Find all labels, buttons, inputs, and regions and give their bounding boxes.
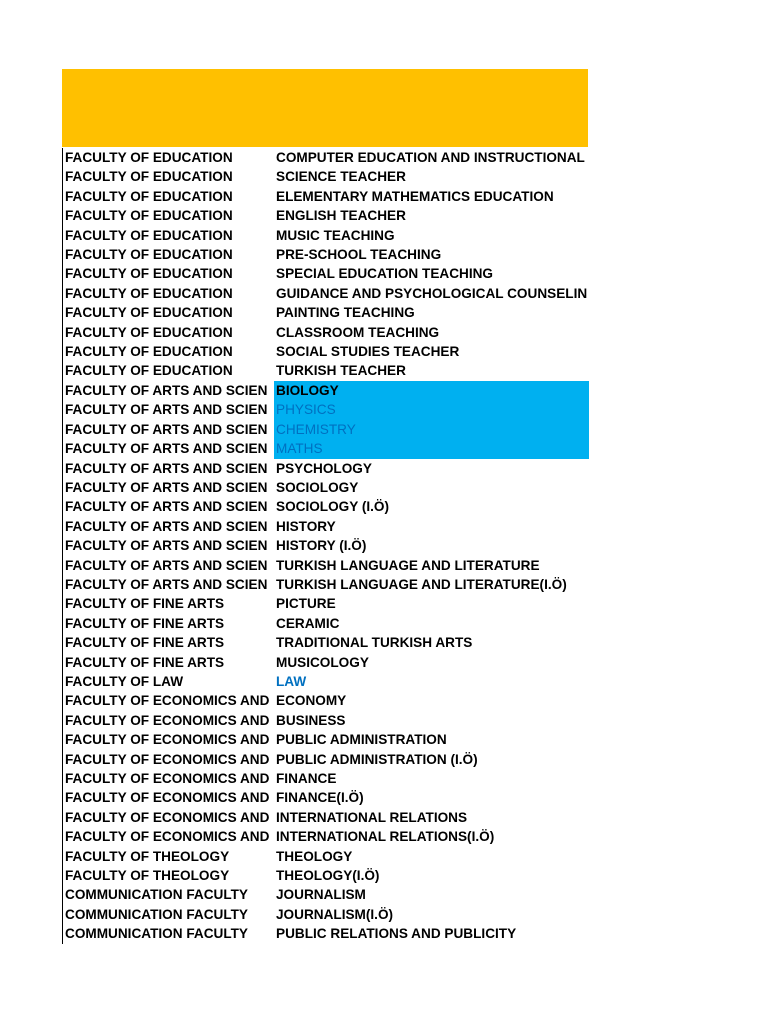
department-cell: JOURNALISM(I.Ö) <box>276 906 394 922</box>
department-cell: FINANCE <box>276 771 337 786</box>
table-row <box>63 187 589 206</box>
table-row <box>63 866 589 885</box>
faculty-cell: FACULTY OF EDUCATION <box>65 227 233 243</box>
department-cell: LAW <box>276 673 307 689</box>
table-row <box>63 672 589 691</box>
table-row <box>63 924 589 943</box>
department-cell: INTERNATIONAL RELATIONS <box>276 809 468 825</box>
faculty-cell: FACULTY OF FINE ARTS <box>65 615 225 631</box>
table-row <box>63 711 589 730</box>
faculty-department-table <box>62 148 589 944</box>
faculty-cell: FACULTY OF ECONOMICS AND <box>65 732 270 748</box>
table-row <box>63 808 589 827</box>
department-cell: TRADITIONAL TURKISH ARTS <box>276 635 473 651</box>
table-row <box>63 381 589 400</box>
faculty-cell: FACULTY OF EDUCATION <box>65 169 233 185</box>
table-row <box>63 342 589 361</box>
department-cell: THEOLOGY <box>276 848 353 864</box>
table-row <box>63 361 589 380</box>
table-row <box>63 536 589 555</box>
faculty-cell: FACULTY OF FINE ARTS <box>65 654 225 670</box>
faculty-cell: COMMUNICATION FACULTY <box>65 906 248 922</box>
table-row <box>63 769 589 788</box>
table-row <box>63 478 589 497</box>
faculty-cell: FACULTY OF FINE ARTS <box>65 635 225 651</box>
faculty-cell: FACULTY OF EDUCATION <box>65 150 233 165</box>
department-cell: BUSINESS <box>276 712 346 728</box>
faculty-cell: FACULTY OF THEOLOGY <box>65 848 230 864</box>
department-cell: MUSICOLOGY <box>276 654 369 670</box>
table-row <box>63 245 589 264</box>
table-row <box>63 575 589 594</box>
department-cell: PUBLIC RELATIONS AND PUBLICITY <box>276 926 517 942</box>
table-row <box>63 827 589 846</box>
department-cell: SOCIAL STUDIES TEACHER <box>276 344 460 360</box>
department-cell: HISTORY <box>276 518 336 534</box>
table-row <box>63 497 589 516</box>
faculty-cell: FACULTY OF EDUCATION <box>65 344 233 360</box>
department-cell: THEOLOGY(I.Ö) <box>276 868 380 884</box>
table-row <box>63 788 589 807</box>
table-row <box>63 167 589 186</box>
faculty-cell: FACULTY OF ARTS AND SCIEN <box>65 518 268 534</box>
department-cell: ECONOMY <box>276 693 347 709</box>
faculty-cell: FACULTY OF EDUCATION <box>65 247 233 263</box>
faculty-cell: FACULTY OF ECONOMICS AND <box>65 829 270 845</box>
table-row <box>63 400 589 419</box>
table-row <box>63 847 589 866</box>
faculty-cell: FACULTY OF ARTS AND SCIEN <box>65 402 268 418</box>
table-row <box>63 885 589 904</box>
department-cell: COMPUTER EDUCATION AND INSTRUCTIONAL <box>276 150 585 165</box>
department-cell: GUIDANCE AND PSYCHOLOGICAL COUNSELIN <box>276 285 588 301</box>
department-cell: MUSIC TEACHING <box>276 227 395 243</box>
table-row <box>63 264 589 283</box>
department-cell: SOCIOLOGY (I.Ö) <box>276 499 390 515</box>
department-cell: CERAMIC <box>276 615 340 631</box>
department-cell: TURKISH TEACHER <box>276 363 406 379</box>
department-cell: MATHS <box>274 439 589 458</box>
department-cell: CLASSROOM TEACHING <box>276 324 440 340</box>
table-row <box>63 633 589 652</box>
table-row <box>63 614 589 633</box>
department-cell: INTERNATIONAL RELATIONS(I.Ö) <box>276 829 495 845</box>
department-cell: PSYCHOLOGY <box>276 460 372 476</box>
faculty-cell: FACULTY OF ECONOMICS AND <box>65 693 270 709</box>
faculty-cell: FACULTY OF ARTS AND SCIEN <box>65 557 268 573</box>
faculty-cell: FACULTY OF THEOLOGY <box>65 868 230 884</box>
faculty-cell: FACULTY OF ECONOMICS AND <box>65 790 270 806</box>
table-row <box>63 691 589 710</box>
table-row <box>63 303 589 322</box>
faculty-cell: FACULTY OF FINE ARTS <box>65 596 225 612</box>
faculty-cell: FACULTY OF EDUCATION <box>65 324 233 340</box>
department-cell: PUBLIC ADMINISTRATION <box>276 732 447 748</box>
department-cell: SCIENCE TEACHER <box>276 169 406 185</box>
table-row <box>63 459 589 478</box>
table-row <box>63 730 589 749</box>
department-cell: PHYSICS <box>274 400 589 419</box>
department-cell: SPECIAL EDUCATION TEACHING <box>276 266 494 282</box>
department-cell: JOURNALISM <box>276 887 366 903</box>
table-row <box>63 148 589 167</box>
table-row <box>63 226 589 245</box>
table-row <box>63 284 589 303</box>
faculty-cell: FACULTY OF EDUCATION <box>65 266 233 282</box>
table-row <box>63 594 589 613</box>
faculty-cell: FACULTY OF EDUCATION <box>65 285 233 301</box>
faculty-cell: FACULTY OF ARTS AND SCIEN <box>65 421 268 437</box>
faculty-cell: FACULTY OF ARTS AND SCIEN <box>65 576 268 592</box>
department-cell: ELEMENTARY MATHEMATICS EDUCATION <box>276 188 554 204</box>
faculty-cell: COMMUNICATION FACULTY <box>65 887 248 903</box>
table-row <box>63 420 589 439</box>
department-cell: PRE-SCHOOL TEACHING <box>276 247 442 263</box>
faculty-cell: FACULTY OF ARTS AND SCIEN <box>65 460 268 476</box>
table-row <box>63 556 589 575</box>
faculty-cell: FACULTY OF EDUCATION <box>65 208 233 224</box>
faculty-cell: FACULTY OF ARTS AND SCIEN <box>65 538 268 554</box>
faculty-cell: FACULTY OF LAW <box>65 673 184 689</box>
table-row <box>63 439 589 458</box>
department-cell: PICTURE <box>276 596 336 612</box>
table-row <box>63 653 589 672</box>
table-row <box>63 517 589 536</box>
faculty-cell: FACULTY OF EDUCATION <box>65 363 233 379</box>
faculty-cell: FACULTY OF ECONOMICS AND <box>65 712 270 728</box>
department-cell: BIOLOGY <box>274 381 589 400</box>
table-row <box>63 750 589 769</box>
header-band <box>62 69 588 147</box>
department-cell: TURKISH LANGUAGE AND LITERATURE(I.Ö) <box>276 576 567 592</box>
faculty-cell: FACULTY OF ARTS AND SCIEN <box>65 441 268 457</box>
faculty-cell: FACULTY OF EDUCATION <box>65 305 233 321</box>
faculty-cell: FACULTY OF ECONOMICS AND <box>65 771 270 786</box>
table-row <box>63 905 589 924</box>
department-cell: CHEMISTRY <box>274 420 589 439</box>
faculty-cell: FACULTY OF ECONOMICS AND <box>65 809 270 825</box>
table-row <box>63 206 589 225</box>
department-cell: ENGLISH TEACHER <box>276 208 406 224</box>
department-cell: SOCIOLOGY <box>276 479 359 495</box>
department-cell: FINANCE(I.Ö) <box>276 790 364 806</box>
faculty-cell: FACULTY OF ARTS AND SCIEN <box>65 382 268 398</box>
faculty-cell: FACULTY OF ARTS AND SCIEN <box>65 479 268 495</box>
faculty-cell: FACULTY OF ECONOMICS AND <box>65 751 270 767</box>
faculty-cell: FACULTY OF EDUCATION <box>65 188 233 204</box>
table-row <box>63 323 589 342</box>
faculty-cell: COMMUNICATION FACULTY <box>65 926 248 942</box>
faculty-cell: FACULTY OF ARTS AND SCIEN <box>65 499 268 515</box>
department-cell: HISTORY (I.Ö) <box>276 538 367 554</box>
department-cell: TURKISH LANGUAGE AND LITERATURE <box>276 557 540 573</box>
department-cell: PUBLIC ADMINISTRATION (I.Ö) <box>276 751 478 767</box>
department-cell: PAINTING TEACHING <box>276 305 415 321</box>
